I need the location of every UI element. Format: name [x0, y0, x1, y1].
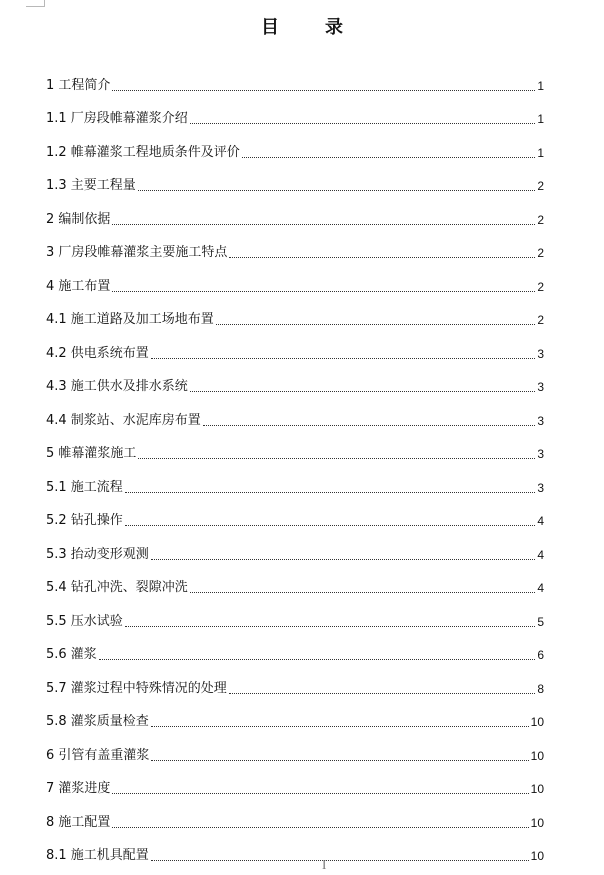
toc-entry-page: 8: [537, 681, 544, 696]
toc-dot-leader: [112, 90, 535, 91]
toc-entry-label: 4.1 施工道路及加工场地布置: [46, 312, 214, 327]
toc-entry[interactable]: [46, 197, 544, 231]
toc-entry-page: 2: [537, 279, 544, 294]
toc-dot-leader: [229, 257, 535, 258]
toc-dot-leader: [138, 190, 536, 191]
toc-dot-leader: [151, 559, 536, 560]
toc-entry-page: 3: [537, 346, 544, 361]
page-corner-mark: [26, 0, 45, 7]
toc-entry-page: 1: [537, 145, 544, 160]
toc-entry-page: 2: [537, 179, 544, 193]
toc-entry[interactable]: [46, 164, 544, 198]
toc-entry-page: 10: [530, 715, 544, 729]
toc-entry[interactable]: [46, 666, 544, 700]
toc-entry[interactable]: [46, 733, 544, 767]
toc-entry[interactable]: [46, 566, 544, 600]
toc-entry-page: 10: [530, 748, 544, 763]
toc-entry[interactable]: [46, 532, 544, 566]
toc-entry-page: 3: [537, 380, 544, 394]
toc-dot-leader: [112, 224, 535, 225]
toc-entry[interactable]: [46, 465, 544, 499]
toc-dot-leader: [203, 425, 536, 426]
toc-entry-label: 4.3 施工供水及排水系统: [46, 379, 188, 394]
toc-entry[interactable]: [46, 97, 544, 131]
toc-dot-leader: [138, 458, 535, 459]
toc-entry-page: 2: [537, 246, 544, 260]
toc-dot-leader: [229, 693, 536, 694]
toc-entry-label: 5 帷幕灌浆施工: [46, 446, 137, 461]
toc-entry-label: 1.3 主要工程量: [46, 178, 136, 193]
toc-dot-leader: [242, 157, 536, 158]
toc-entry-label: 5.6 灌浆: [46, 647, 97, 662]
toc-dot-leader: [151, 726, 529, 727]
toc-dot-leader: [99, 659, 536, 660]
toc-entry[interactable]: [46, 398, 544, 432]
toc-entry-label: 5.2 钻孔操作: [46, 513, 123, 528]
toc-entry[interactable]: [46, 365, 544, 399]
toc-dot-leader: [151, 760, 528, 761]
toc-entry-page: 3: [537, 447, 544, 461]
toc-entry-label: 8 施工配置: [46, 814, 111, 830]
toc-entry-label: 4.4 制浆站、水泥库房布置: [46, 412, 201, 428]
text-cursor-icon: I: [322, 857, 327, 872]
toc-list: [46, 63, 544, 867]
toc-entry-label: 7 灌浆进度: [46, 781, 111, 796]
toc-entry[interactable]: [46, 700, 544, 734]
toc-entry-page: 2: [537, 212, 544, 227]
toc-entry-label: 8.1 施工机具配置: [46, 848, 149, 863]
toc-entry-page: 6: [537, 648, 544, 662]
toc-entry-page: 3: [537, 480, 544, 495]
toc-entry-label: 5.4 钻孔冲洗、裂隙冲洗: [46, 580, 188, 595]
toc-entry-label: 3 厂房段帷幕灌浆主要施工特点: [46, 245, 228, 260]
toc-dot-leader: [190, 592, 536, 593]
toc-entry-label: 6 引管有盖重灌浆: [46, 747, 150, 763]
toc-dot-leader: [216, 324, 536, 325]
toc-entry-label: 1.2 帷幕灌浆工程地质条件及评价: [46, 144, 240, 160]
toc-entry-page: 4: [537, 581, 544, 595]
toc-dot-leader: [112, 793, 528, 794]
toc-dot-leader: [190, 123, 536, 124]
toc-entry-page: 4: [537, 547, 544, 562]
toc-title: 目 录: [261, 17, 357, 38]
toc-entry[interactable]: [46, 499, 544, 533]
toc-entry-page: 10: [530, 815, 544, 830]
toc-entry[interactable]: [46, 767, 544, 801]
toc-entry[interactable]: [46, 432, 544, 466]
toc-entry[interactable]: [46, 633, 544, 667]
toc-entry[interactable]: [46, 63, 544, 97]
toc-entry-label: 4 施工布置: [46, 278, 111, 294]
toc-entry-page: 5: [537, 614, 544, 629]
toc-entry[interactable]: [46, 800, 544, 834]
toc-entry[interactable]: [46, 331, 544, 365]
toc-entry-label: 5.8 灌浆质量检查: [46, 714, 149, 729]
toc-entry[interactable]: [46, 264, 544, 298]
toc-entry-label: 1 工程简介: [46, 77, 111, 93]
toc-entry-page: 3: [537, 413, 544, 428]
toc-dot-leader: [125, 525, 536, 526]
toc-entry-page: 10: [530, 782, 544, 796]
toc-entry-label: 5.1 施工流程: [46, 479, 123, 495]
toc-entry-label: 4.2 供电系统布置: [46, 345, 149, 361]
toc-entry[interactable]: [46, 834, 544, 868]
toc-entry-page: 1: [537, 78, 544, 93]
toc-entry[interactable]: [46, 231, 544, 265]
toc-entry-page: 4: [537, 514, 544, 528]
toc-entry-label: 5.5 压水试验: [46, 613, 123, 629]
toc-dot-leader: [125, 492, 536, 493]
toc-entry-label: 5.7 灌浆过程中特殊情况的处理: [46, 680, 227, 696]
toc-dot-leader: [125, 626, 536, 627]
toc-entry[interactable]: [46, 130, 544, 164]
toc-entry-page: 1: [537, 112, 544, 126]
toc-dot-leader: [112, 827, 528, 828]
toc-dot-leader: [112, 291, 535, 292]
toc-entry-page: 2: [537, 313, 544, 327]
toc-entry-label: 1.1 厂房段帷幕灌浆介绍: [46, 111, 188, 126]
toc-dot-leader: [190, 391, 536, 392]
toc-dot-leader: [151, 860, 529, 861]
toc-entry-label: 5.3 抬动变形观测: [46, 546, 149, 562]
toc-entry-page: 10: [530, 849, 544, 863]
toc-entry[interactable]: [46, 298, 544, 332]
toc-dot-leader: [151, 358, 536, 359]
toc-entry-label: 2 编制依据: [46, 211, 111, 227]
toc-entry[interactable]: [46, 599, 544, 633]
